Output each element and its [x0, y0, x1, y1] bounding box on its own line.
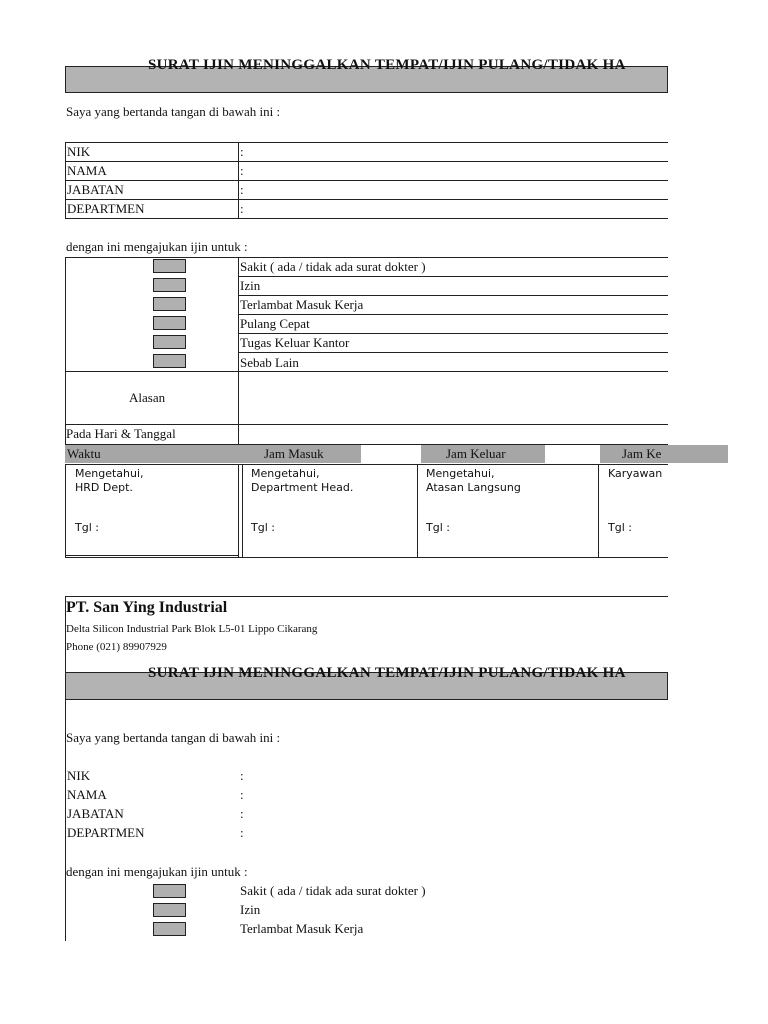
field-sep: :	[240, 144, 244, 159]
field-label-jabatan: JABATAN	[67, 806, 124, 821]
option-label: Izin	[240, 278, 261, 293]
rule	[65, 464, 668, 465]
form1-intro: Saya yang bertanda tangan di bawah ini :	[66, 104, 281, 119]
time-jam-masuk-label: Jam Masuk	[264, 446, 324, 461]
signature-line1: Mengetahui,	[75, 467, 144, 480]
reason-input[interactable]	[239, 372, 668, 424]
option-label: Sebab Lain	[240, 355, 299, 370]
option-label: Tugas Keluar Kantor	[240, 335, 350, 350]
rule	[65, 257, 668, 258]
rule	[65, 199, 668, 200]
signature-tgl: Tgl :	[75, 521, 99, 534]
form2-title: SURAT IJIN MENINGGALKAN TEMPAT/IJIN PULANG/TIDAK HA	[148, 665, 626, 681]
signature-tgl: Tgl :	[608, 521, 632, 534]
rule	[65, 142, 66, 218]
signature-atasan	[426, 467, 521, 495]
rule	[65, 180, 668, 181]
rule	[238, 352, 668, 353]
option-checkbox-izin[interactable]	[153, 278, 186, 292]
rule	[65, 257, 66, 444]
option-label: Pulang Cepat	[240, 316, 310, 331]
rule	[65, 596, 668, 597]
time-jam-ke-label: Jam Ke	[622, 446, 662, 461]
company-name: PT. San Ying Industrial	[66, 599, 228, 616]
field-sep: :	[240, 768, 244, 783]
signature-line2: Department Head.	[251, 481, 354, 494]
option-checkbox-sakit[interactable]	[153, 259, 186, 273]
rule	[65, 464, 66, 557]
form2-title-band	[65, 665, 668, 700]
option-checkbox-terlambat[interactable]	[153, 297, 186, 311]
time-waktu-label: Waktu	[67, 446, 101, 461]
signature-dept-head	[251, 467, 353, 495]
option-checkbox-tugas-keluar[interactable]	[153, 335, 186, 349]
signature-hrd	[75, 467, 144, 495]
field-sep: :	[240, 163, 244, 178]
field-label-nik: NIK	[67, 768, 91, 783]
signature-karyawan	[608, 467, 668, 481]
form2-request-intro: dengan ini mengajukan ijin untuk :	[66, 864, 248, 879]
form1-title: SURAT IJIN MENINGGALKAN TEMPAT/IJIN PULANG/TIDAK HA	[148, 57, 626, 73]
rule	[238, 142, 239, 218]
option-label: Izin	[240, 902, 261, 917]
rule	[238, 276, 668, 277]
field-label-departmen: DEPARTMEN	[67, 825, 145, 840]
signature-tgl: Tgl :	[426, 521, 450, 534]
rule	[65, 218, 668, 219]
option-label: Sakit ( ada / tidak ada surat dokter )	[240, 259, 426, 274]
signature-line1: Karyawan	[608, 467, 663, 480]
rule	[238, 295, 668, 296]
field-label-nama: NAMA	[67, 787, 107, 802]
field-sep: :	[240, 806, 244, 821]
reason-label: Alasan	[129, 390, 166, 405]
field-label-nama: NAMA	[67, 163, 107, 178]
rule	[65, 555, 238, 556]
form1-title-band	[65, 57, 668, 93]
rule	[238, 333, 668, 334]
rule	[65, 557, 668, 558]
option-label: Terlambat Masuk Kerja	[240, 297, 364, 312]
rule	[238, 314, 668, 315]
signature-line2: HRD Dept.	[75, 481, 133, 494]
option-checkbox-sebab-lain[interactable]	[153, 354, 186, 368]
option-label: Terlambat Masuk Kerja	[240, 921, 364, 936]
field-sep: :	[240, 201, 244, 216]
rule	[65, 161, 668, 162]
option-label: Sakit ( ada / tidak ada surat dokter )	[240, 883, 426, 898]
date-input[interactable]	[239, 425, 668, 444]
option-checkbox-terlambat[interactable]	[153, 922, 186, 936]
signature-tgl: Tgl :	[251, 521, 275, 534]
form2-intro: Saya yang bertanda tangan di bawah ini :	[66, 730, 281, 745]
rule	[598, 464, 599, 557]
company-phone: Phone (021) 89907929	[66, 641, 167, 653]
date-label: Pada Hari & Tanggal	[66, 426, 176, 441]
field-label-jabatan: JABATAN	[67, 182, 124, 197]
rule	[238, 464, 239, 557]
signature-line1: Mengetahui,	[251, 467, 320, 480]
field-sep: :	[240, 182, 244, 197]
option-checkbox-sakit[interactable]	[153, 884, 186, 898]
field-label-departmen: DEPARTMEN	[67, 201, 145, 216]
form1-request-intro: dengan ini mengajukan ijin untuk :	[66, 239, 248, 254]
field-sep: :	[240, 787, 244, 802]
time-jam-keluar-label: Jam Keluar	[446, 446, 506, 461]
rule	[65, 142, 668, 143]
field-label-nik: NIK	[67, 144, 91, 159]
field-sep: :	[240, 825, 244, 840]
signature-line1: Mengetahui,	[426, 467, 495, 480]
option-checkbox-pulang-cepat[interactable]	[153, 316, 186, 330]
signature-line2: Atasan Langsung	[426, 481, 521, 494]
rule	[242, 464, 243, 557]
option-checkbox-izin[interactable]	[153, 903, 186, 917]
rule	[417, 464, 418, 557]
company-address: Delta Silicon Industrial Park Blok L5-01 Lippo Cikarang	[66, 623, 318, 635]
